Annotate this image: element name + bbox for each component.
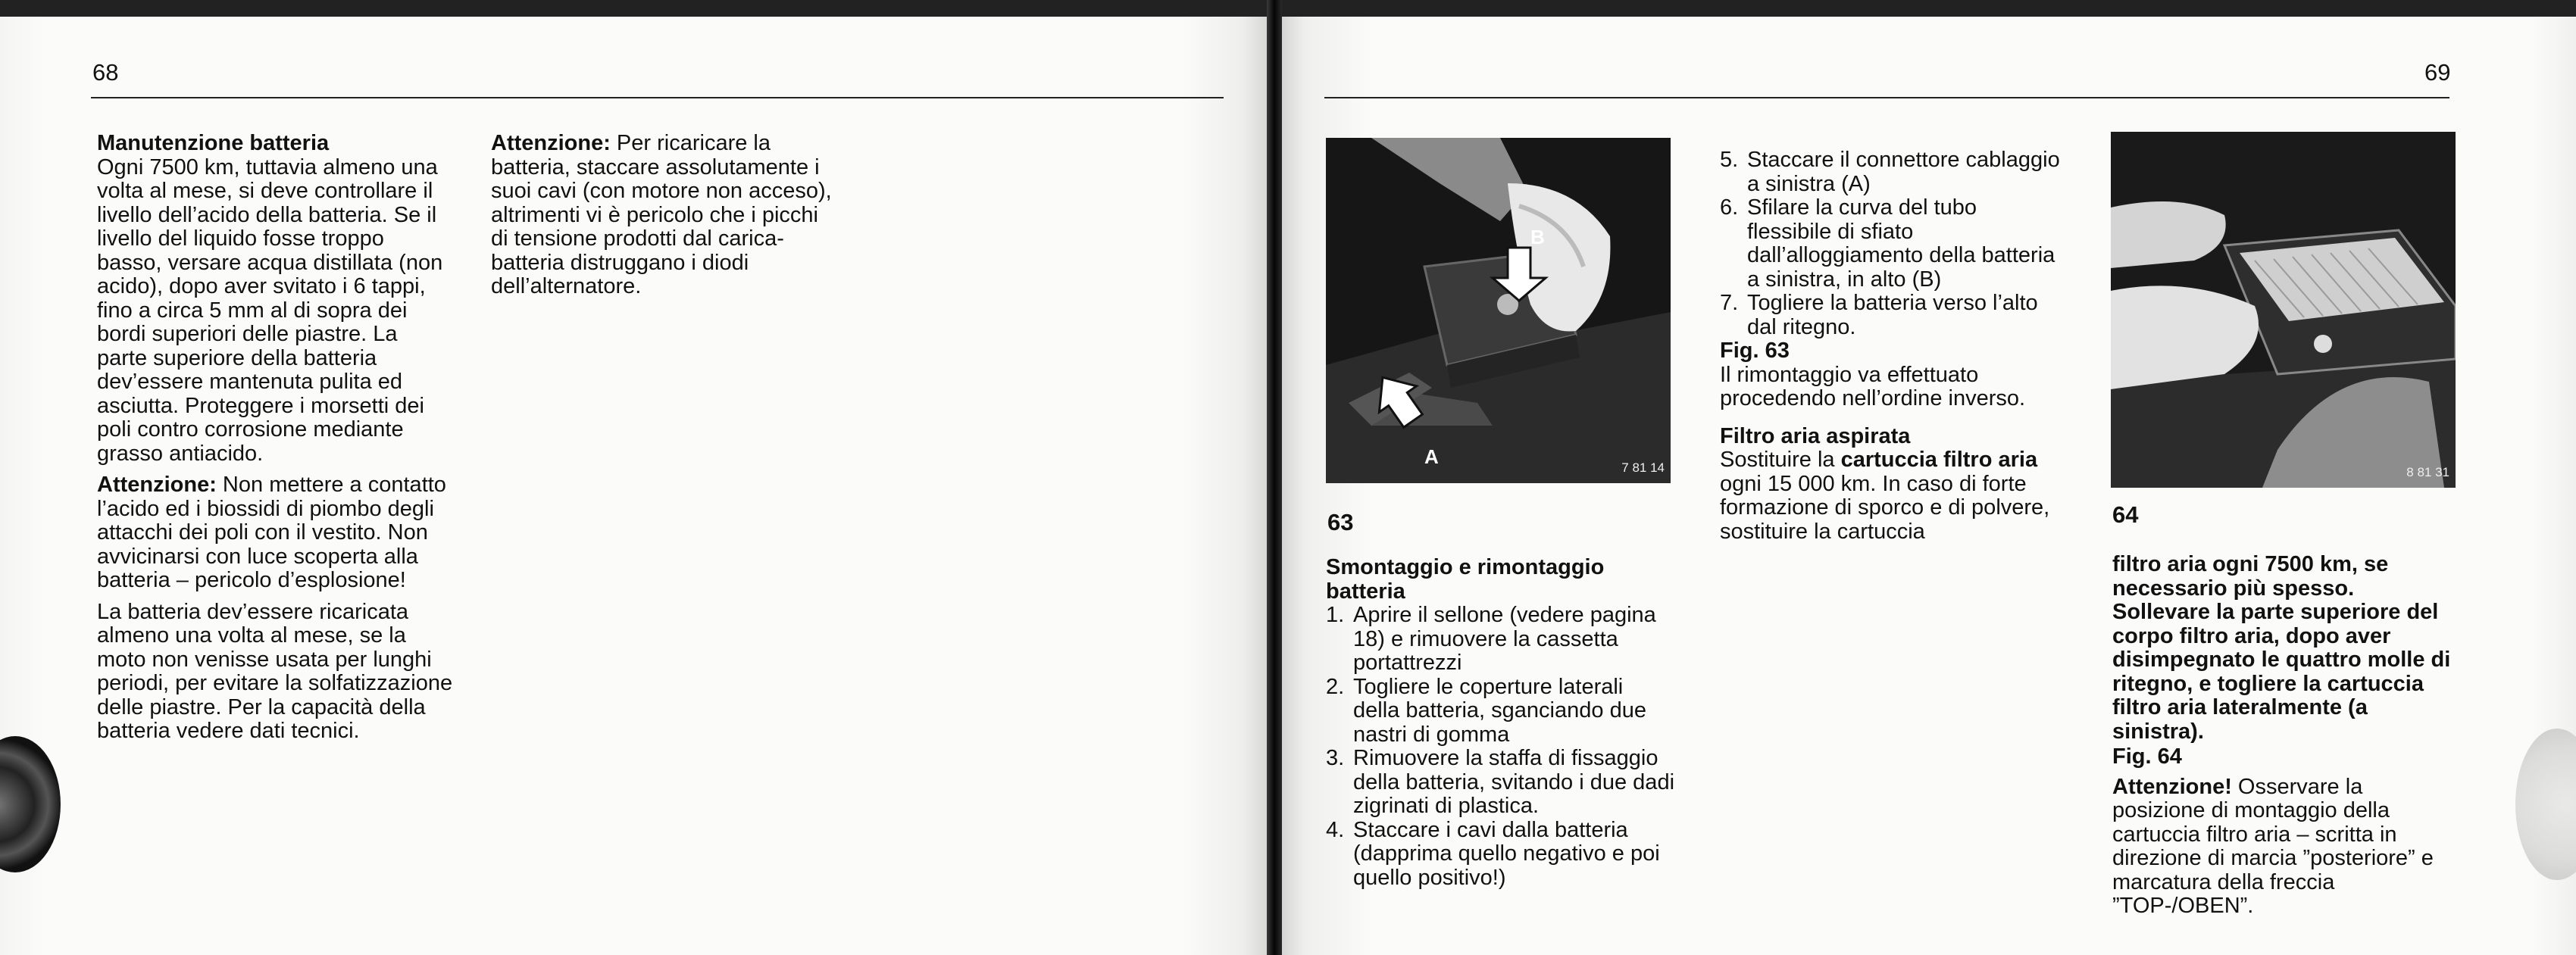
right-column-1 bbox=[1326, 556, 1674, 890]
left-page bbox=[0, 17, 1267, 955]
removal-steps-5-7 bbox=[1720, 148, 2061, 339]
paragraph-recharge: La batteria dev’essere ricaricata almeno una volta al mese, se la moto non venisse usata per lunghi periodi, per evitare la solfatizzazione delle piastre. Per la capacità della batteria vedere dati tecnici. bbox=[97, 599, 453, 743]
left-column-2 bbox=[491, 132, 832, 307]
filter-warning-text: Osservare la posizione di montaggio della cartuccia filtro aria – scritta in direzione di marcia ”posteriore” e marcatura della freccia ”TOP-/OBEN”. bbox=[2112, 774, 2434, 918]
charging-warning-label: Attenzione: bbox=[491, 131, 611, 155]
paragraph-battery-check: Ogni 7500 km, tuttavia almeno una volta al mese, si deve controllare il livello dell’acido della batteria. Se il livello del liquido fosse troppo basso, versare acqua distillata (non acido), dopo aver svitato i 6 tappi, fino a circa 5 mm al di sopra dei bordi superiori delle piastre. La parte superiore della batteria dev’essere mantenuta pulita ed asciutta. Proteggere i morsetti dei poli contro corrosione mediante grasso antiacido. bbox=[97, 154, 443, 466]
header-rule-left bbox=[91, 97, 1224, 98]
list-item: 6. Sfilare la curva del tubo flessibile di sfiato dall’alloggiamento della batteria a sinistra, in alto (B) bbox=[1720, 195, 2055, 292]
warning-text: Non mettere a contatto l’acido ed i biossidi di piombo degli attacchi dei poli con il vestito. Non avvicinarsi con luce scoperta alla batteria – pericolo d’esplosione! bbox=[97, 473, 446, 592]
right-column-3 bbox=[2112, 553, 2453, 926]
heading-battery-maintenance: Manutenzione batteria bbox=[97, 131, 330, 155]
paragraph-filter-warning bbox=[2112, 776, 2453, 919]
list-item: 1. Aprire il sellone (vedere pagina 18) e rimuovere la cassetta portattrezzi bbox=[1326, 603, 1656, 675]
thumb-edge-decoration bbox=[2515, 729, 2576, 880]
list-item: 7. Togliere la batteria verso l’alto dal ritegno. bbox=[1720, 291, 2038, 339]
book-gutter bbox=[1267, 0, 1282, 955]
right-page bbox=[1282, 17, 2576, 955]
list-item: 3. Rimuovere la staffa di fissaggio della batteria, svitando i due dadi zigrinati di plastica. bbox=[1326, 746, 1675, 818]
list-item: 4. Staccare i cavi dalla batteria (dapprima quello negativo e poi quello positivo!) bbox=[1326, 817, 1660, 890]
fig-64-reference: Fig. 64 bbox=[2112, 744, 2182, 769]
battery-removal-illustration bbox=[1326, 138, 1671, 483]
heading-battery-removal: Smontaggio e rimontaggio batteria bbox=[1326, 555, 1605, 604]
warning-label: Attenzione: bbox=[97, 473, 217, 497]
figure-63-label-b: B bbox=[1530, 226, 1545, 248]
figure-64-photo bbox=[2111, 132, 2456, 488]
page-number-right: 69 bbox=[2424, 59, 2451, 86]
figure-63-number: 63 bbox=[1327, 509, 1354, 535]
scan-top-edge bbox=[0, 0, 2576, 17]
header-rule-right bbox=[1324, 97, 2449, 98]
removal-steps-1-4 bbox=[1326, 604, 1674, 890]
list-item: 2. Togliere le coperture laterali della batteria, sganciando due nastri di gomma bbox=[1326, 674, 1646, 747]
fig-63-reference: Fig. 63 bbox=[1720, 339, 1790, 363]
right-column-2 bbox=[1720, 148, 2061, 551]
filter-warning-label: Attenzione! bbox=[2112, 774, 2232, 799]
figure-63-photo bbox=[1326, 138, 1671, 483]
page-number-left: 68 bbox=[92, 59, 119, 86]
list-item: 5. Staccare il connettore cablaggio a sinistra (A) bbox=[1720, 148, 2060, 196]
left-column-1 bbox=[97, 132, 453, 751]
figure-64-code: 8 81 31 bbox=[2406, 465, 2449, 479]
air-filter-illustration bbox=[2111, 132, 2456, 488]
paragraph-air-filter: Sostituire la cartuccia filtro aria ogni 15 000 km. In caso di forte formazione di sporco e di polvere, sostituire la cartuccia bbox=[1720, 448, 2050, 544]
charging-warning-text: Per ricaricare la batteria, staccare assolutamente i suoi cavi (con motore non acceso), altrimenti vi è pericolo che i picchi di tensione prodotti dal carica-batteria distruggano i diodi dell’alternatore. bbox=[491, 131, 832, 298]
paragraph-reassembly: Il rimontaggio va effettuato procedendo nell’ordine inverso. bbox=[1720, 362, 2026, 410]
figure-63-label-a: A bbox=[1424, 445, 1439, 468]
paragraph-charging-warning bbox=[491, 132, 832, 299]
spool-edge-decoration bbox=[0, 736, 61, 872]
heading-air-filter: Filtro aria aspirata bbox=[1720, 423, 1911, 448]
paragraph-warning-acid bbox=[97, 473, 453, 593]
figure-63-code: 7 81 14 bbox=[1621, 460, 1665, 475]
paragraph-filter-replacement: filtro aria ogni 7500 km, se necessario più spesso. Sollevare la parte superiore del corpo filtro aria, dopo aver disimpegnato le quattro molle di ritegno, e togliere la cartuccia filtro aria lateralmente (a sinistra). bbox=[2112, 552, 2451, 744]
figure-64-number: 64 bbox=[2112, 501, 2139, 528]
